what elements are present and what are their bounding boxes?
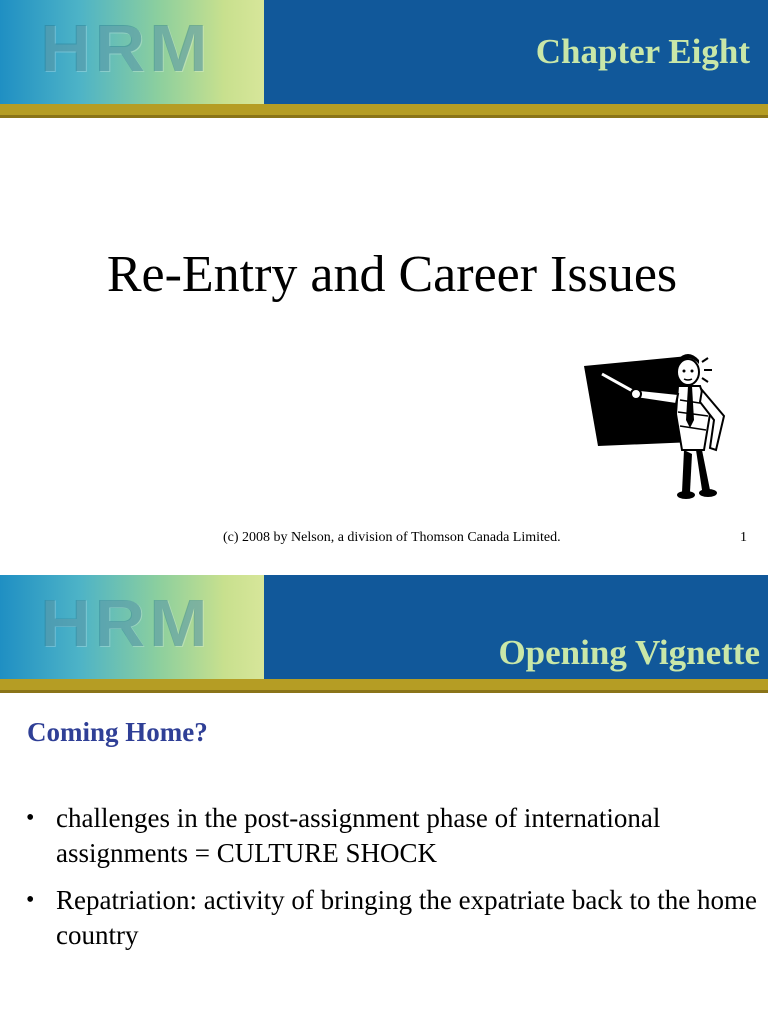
logo-text: HRM — [40, 585, 212, 661]
bullet-item — [26, 801, 766, 871]
slide-2 — [0, 565, 768, 1024]
bullet-icon: • — [26, 887, 35, 913]
bullet-text: challenges in the post-assignment phase of international assignments = CULTURE SHOCK — [56, 803, 661, 868]
hrm-logo — [0, 575, 264, 679]
hrm-logo — [0, 0, 264, 104]
bullet-list — [26, 801, 766, 965]
slide-title: Re-Entry and Career Issues — [106, 246, 678, 303]
copyright-footer: (c) 2008 by Nelson, a division of Thomson Canada Limited. — [223, 530, 561, 545]
logo-text: HRM — [40, 10, 212, 86]
bullet-icon: • — [26, 805, 35, 831]
bullet-text: Repatriation: activity of bringing the expatriate back to the home country — [56, 885, 758, 950]
section-title: Opening Vignette — [498, 633, 760, 672]
chapter-title: Chapter Eight — [535, 32, 750, 71]
header-gold-stripe — [0, 679, 768, 693]
presenter-at-chalkboard-icon — [578, 350, 742, 502]
subheading: Coming Home? — [27, 717, 208, 747]
slide-1-header — [0, 0, 768, 118]
slide-number: 1 — [740, 530, 747, 545]
header-gold-stripe — [0, 104, 768, 118]
bullet-item — [26, 883, 766, 953]
slide-2-header — [0, 575, 768, 693]
